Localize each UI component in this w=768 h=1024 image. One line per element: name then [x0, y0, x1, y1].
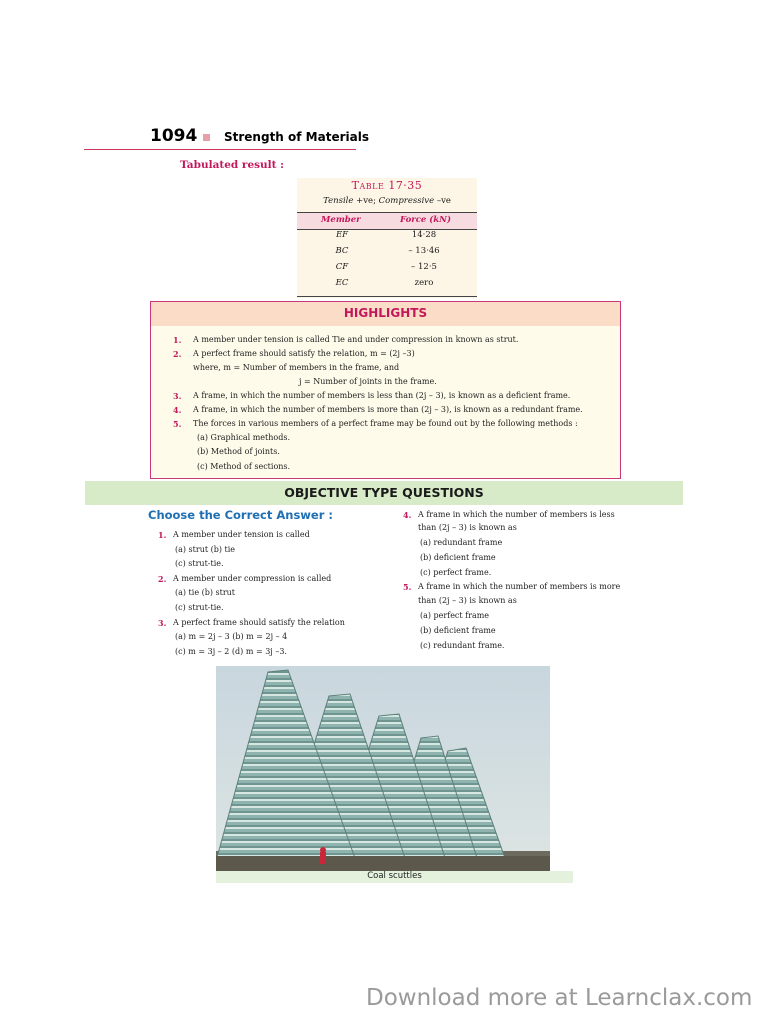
- question-option: (a) strut (b) tie: [175, 545, 236, 554]
- table-header-row: [297, 212, 477, 230]
- question-number: 5.: [403, 582, 412, 592]
- highlights-header: [151, 302, 620, 326]
- table-row: CF – 12·5: [335, 262, 437, 272]
- header-square-ornament: [203, 134, 210, 141]
- question-number: 1.: [158, 530, 167, 540]
- question-option: (b) deficient frame: [420, 626, 496, 635]
- question-option: (a) redundant frame: [420, 538, 503, 547]
- column-header-member: Member: [321, 215, 361, 225]
- column-header-force: Force (kN): [400, 215, 451, 225]
- highlight-line: A member under tension is called Tie and under compression in known as strut.: [193, 335, 519, 344]
- highlight-number: 2.: [173, 349, 182, 359]
- table-row: EF 14·28: [335, 230, 437, 240]
- question-option: (c) m = 3j – 2 (d) m = 3j –3.: [175, 647, 287, 656]
- question-text: than (2j – 3) is known as: [418, 596, 517, 605]
- table-row: BC – 13·46: [335, 246, 440, 256]
- book-title: Strength of Materials: [224, 130, 369, 144]
- choose-correct-answer-heading: Choose the Correct Answer :: [148, 508, 333, 522]
- question-text: A perfect frame should satisfy the relation: [173, 618, 345, 627]
- question-text: A member under tension is called: [173, 530, 310, 539]
- question-number: 4.: [403, 510, 412, 520]
- question-text: A member under compression is called: [173, 574, 332, 583]
- table-bottom-rule: [297, 296, 477, 297]
- highlight-line: A frame, in which the number of members is less than (2j – 3), is known as a deficient frame.: [193, 391, 571, 400]
- highlight-number: 5.: [173, 419, 182, 429]
- download-watermark: Download more at Learnclax.com: [366, 985, 753, 1011]
- tabulated-result-label: Tabulated result :: [180, 159, 285, 171]
- highlights-box: [150, 301, 621, 479]
- photo-caption-bar: [216, 871, 573, 883]
- result-table: [297, 178, 477, 298]
- highlight-number: 3.: [173, 391, 182, 401]
- highlight-number: 1.: [173, 335, 182, 345]
- highlight-line: A frame, in which the number of members is more than (2j – 3), is known as a redundant frame.: [193, 405, 583, 414]
- question-text: A frame in which the number of members is more: [418, 582, 621, 591]
- photo-caption: Coal scuttles: [367, 871, 422, 881]
- question-option: (c) perfect frame.: [420, 568, 492, 577]
- question-text: A frame in which the number of members is less: [418, 510, 615, 519]
- highlight-line: where, m = Number of members in the frame, and: [193, 363, 400, 372]
- highlight-line: A perfect frame should satisfy the relation, m = (2j –3): [193, 349, 415, 358]
- highlight-line: (c) Method of sections.: [197, 462, 291, 471]
- objective-questions-title: OBJECTIVE TYPE QUESTIONS: [284, 485, 484, 500]
- table-subtitle: Tensile +ve; Compressive –ve: [323, 196, 451, 206]
- page-number: 1094: [150, 126, 198, 146]
- highlight-line: j = Number of joints in the frame.: [299, 377, 437, 386]
- question-option: (c) redundant frame.: [420, 641, 505, 650]
- highlights-title: HIGHLIGHTS: [343, 306, 428, 320]
- question-option: (b) deficient frame: [420, 553, 496, 562]
- objective-questions-band: [85, 481, 683, 505]
- question-option: (a) tie (b) strut: [175, 588, 236, 597]
- question-option: (c) strut-tie.: [175, 559, 224, 568]
- table-row: EC zero: [335, 278, 434, 288]
- question-option: (c) strut-tie.: [175, 603, 224, 612]
- header-rule: [84, 149, 356, 150]
- question-option: (a) m = 2j – 3 (b) m = 2j – 4: [175, 632, 288, 641]
- question-number: 2.: [158, 574, 167, 584]
- table-title: Table 17·35: [351, 179, 423, 192]
- highlight-number: 4.: [173, 405, 182, 415]
- coal-scuttles-photo: [216, 666, 550, 871]
- highlight-line: (b) Method of joints.: [197, 447, 280, 456]
- highlight-line: The forces in various members of a perfect frame may be found out by the following methods :: [193, 419, 578, 428]
- question-text: than (2j – 3) is known as: [418, 523, 517, 532]
- question-number: 3.: [158, 618, 167, 628]
- highlight-line: (a) Graphical methods.: [197, 433, 290, 442]
- question-option: (a) perfect frame: [420, 611, 490, 620]
